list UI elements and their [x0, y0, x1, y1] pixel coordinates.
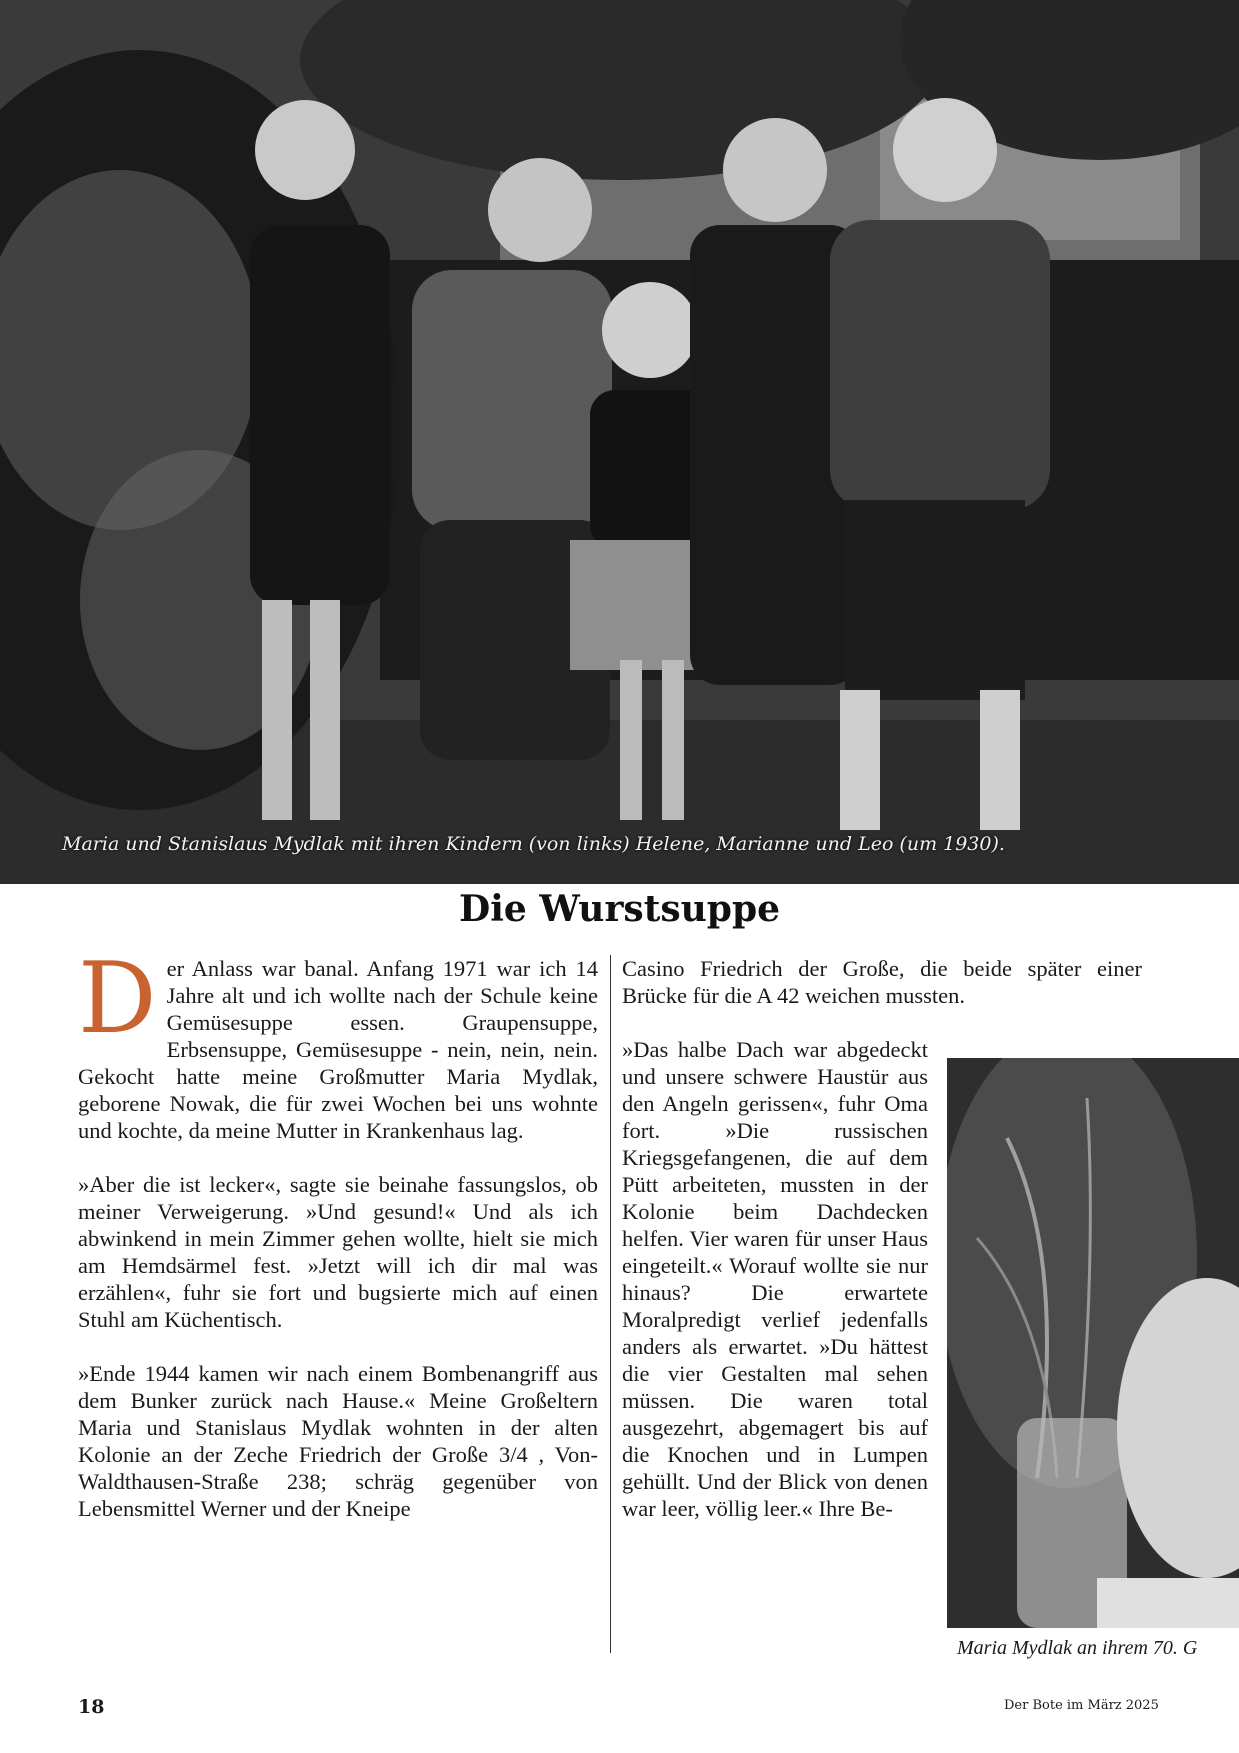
paragraph-1: er Anlass war banal. Anfang 1971 war ich 14 Jahre alt und ich wollte nach der Schule keine Gemüsesuppe essen. Graupensuppe, Erbsensuppe, Gemüsesuppe - nein, nein, nein. Gekocht hatte meine Großmutter Maria Mydlak, geborene Nowak, die für zwei Wochen bei uns wohnte und kochte, da meine Mutter in Krankenhaus lag. [78, 956, 598, 1143]
paragraph-5: »Das halbe Dach war abgedeckt und unsere schwere Haustür aus den Angeln gerissen«, fuhr Oma fort. »Die russischen Kriegsgefangenen, die auf dem Pütt arbeiteten, mussten in der Kolonie beim Dachdecken helfen. Vier waren für unser Haus eingeteilt.« Worauf wollte sie nur hinaus? Die erwartete Moralpredigt verlief jedenfalls anders als erwartet. »Du hättest die vier Gestalten mal sehen müssen. Die waren total ausgezehrt, abgemagert bis auf die Knochen und in Lumpen gehüllt. Und der Blick von denen war leer, völlig leer.« Ihre Be- [622, 1037, 928, 1521]
paragraph-2: »Aber die ist lecker«, sagte sie beinahe fassungslos, ob meiner Verweigerung. »Und gesund!« Und als ich abwinkend in mein Zimmer gehen wollte, hielt sie mich am Hemdsärmel fest. »Jetzt will ich dir mal was erzählen«, fuhr sie fort und bugsierte mich auf einen Stuhl am Küchentisch. [78, 1172, 598, 1332]
drop-cap: D [78, 942, 157, 1056]
maria-birthday-photo-illustration [947, 1058, 1239, 1628]
page-number: 18 [78, 1696, 105, 1718]
maria-birthday-photo [947, 1058, 1239, 1628]
article-column-right-top [622, 955, 1142, 1036]
side-photo-caption: Maria Mydlak an ihrem 70. G [957, 1637, 1198, 1659]
article-column-right-narrow [622, 1036, 928, 1549]
family-photo-caption: Maria und Stanislaus Mydlak mit ihren Kindern (von links) Helene, Marianne und Leo (um 1930). [62, 833, 1005, 855]
paragraph-4: Casino Friedrich der Große, die beide später einer Brücke für die A 42 weichen mussten. [622, 956, 1142, 1008]
paragraph-3: »Ende 1944 kamen wir nach einem Bombenangriff aus dem Bunker zurück nach Hause.« Meine Großeltern Maria und Stanislaus Mydlak wohnten in der alten Kolonie an der Zeche Friedrich der Große 3/4 , Von-Waldthausen-Straße 238; schräg gegenüber von Lebensmittel Werner und der Kneipe [78, 1361, 598, 1521]
article-column-left [78, 942, 598, 1549]
article-title: Die Wurstsuppe [458, 888, 781, 930]
publication-footer: Der Bote im März 2025 [1004, 1698, 1159, 1713]
column-divider [610, 955, 611, 1653]
